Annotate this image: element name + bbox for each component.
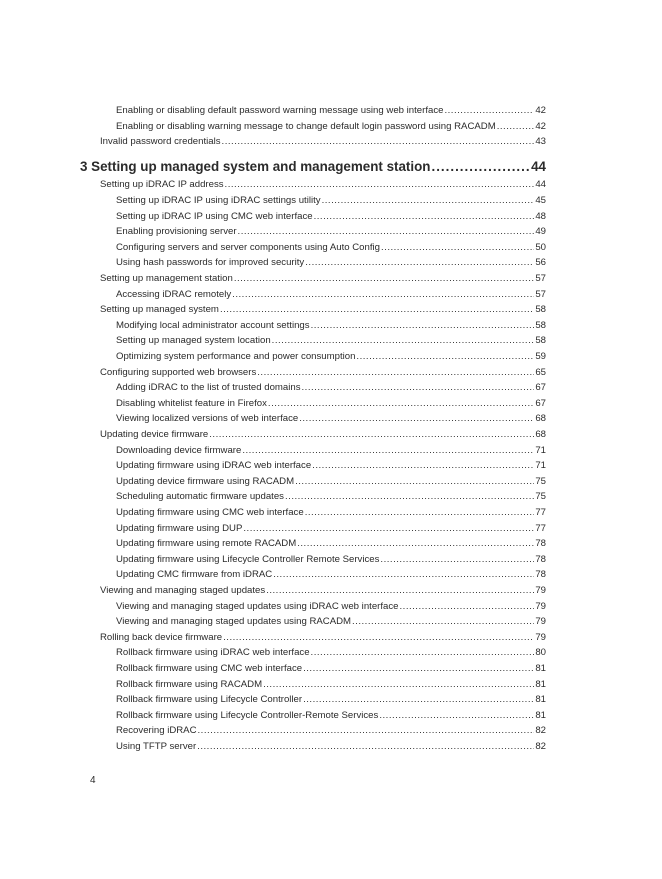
toc-entry[interactable] bbox=[116, 677, 546, 693]
toc-entry-page: 79 bbox=[535, 631, 546, 643]
toc-entry-title: Rollback firmware using iDRAC web interface bbox=[116, 647, 310, 659]
toc-entry-page: 81 bbox=[535, 663, 546, 674]
toc-entry-title: Updating firmware using remote RACADM bbox=[116, 538, 297, 550]
toc-entry-page: 58 bbox=[535, 304, 546, 316]
toc-entry-page: 68 bbox=[535, 429, 546, 440]
toc-entry-page: 79 bbox=[535, 600, 546, 612]
toc-entry-title: Setting up iDRAC IP using iDRAC settings utility bbox=[116, 195, 321, 206]
dot-leader bbox=[380, 552, 534, 568]
toc-entry-page: 67 bbox=[535, 382, 546, 394]
toc-entry-page: 57 bbox=[535, 288, 546, 300]
toc-entry[interactable] bbox=[116, 567, 546, 583]
toc-entry-title: Rollback firmware using Lifecycle Controller bbox=[116, 694, 303, 706]
toc-entry-page: 75 bbox=[535, 475, 546, 487]
toc-entry-page: 42 bbox=[535, 105, 546, 116]
toc-entry[interactable] bbox=[116, 739, 546, 755]
toc-entry-page: 68 bbox=[535, 413, 546, 425]
toc-entry-page: 81 bbox=[535, 694, 546, 706]
toc-entry-title: Scheduling automatic firmware updates bbox=[116, 491, 284, 503]
dot-leader bbox=[302, 380, 535, 396]
toc-entry-page: 82 bbox=[535, 725, 546, 737]
toc-entry[interactable] bbox=[100, 134, 546, 150]
toc-entry[interactable] bbox=[116, 333, 546, 349]
toc-entry-title: Modifying local administrator account settings bbox=[116, 319, 310, 331]
toc-entry-page: 79 bbox=[535, 585, 546, 596]
toc-entry-title: Viewing and managing staged updates using RACADM bbox=[116, 616, 352, 628]
toc-entry-title: Viewing and managing staged updates using iDRAC web interface bbox=[116, 600, 399, 612]
dot-leader bbox=[311, 318, 535, 334]
dot-leader bbox=[311, 645, 535, 661]
toc-entry[interactable] bbox=[100, 271, 546, 287]
toc-entry-title: Rollback firmware using RACADM bbox=[116, 678, 263, 690]
toc-entry-page: 59 bbox=[535, 351, 546, 362]
toc-entry[interactable] bbox=[100, 427, 546, 443]
dot-leader bbox=[295, 474, 534, 490]
dot-leader bbox=[197, 739, 534, 755]
toc-entry-page: 44 bbox=[535, 179, 546, 191]
dot-leader bbox=[263, 677, 534, 693]
dot-leader bbox=[312, 458, 534, 474]
toc-entry-page: 78 bbox=[535, 553, 546, 565]
dot-leader bbox=[285, 489, 534, 505]
dot-leader bbox=[305, 255, 534, 271]
toc-entry-page: 78 bbox=[535, 538, 546, 550]
toc-entry-title: Setting up iDRAC IP address bbox=[100, 179, 224, 191]
toc-entry-title: Downloading device firmware bbox=[116, 444, 242, 456]
dot-leader bbox=[314, 209, 535, 225]
toc-entry[interactable] bbox=[116, 536, 546, 552]
toc-entry-title: 3 Setting up managed system and management station bbox=[80, 158, 431, 174]
toc-entry-page: 71 bbox=[535, 460, 546, 472]
toc-entry-page: 79 bbox=[535, 616, 546, 628]
toc-entry[interactable] bbox=[116, 443, 546, 459]
toc-entry[interactable] bbox=[116, 489, 546, 505]
toc-chapter-heading[interactable] bbox=[80, 158, 546, 176]
toc-entry-title: Disabling whitelist feature in Firefox bbox=[116, 397, 267, 409]
toc-entry-page: 44 bbox=[531, 158, 546, 174]
toc-entry-title: Rolling back device firmware bbox=[100, 631, 223, 643]
toc-entry-title: Enabling or disabling warning message to change default login password using RACADM bbox=[116, 120, 496, 132]
toc-entry-title: Adding iDRAC to the list of trusted domains bbox=[116, 382, 301, 394]
toc-entry-title: Viewing localized versions of web interface bbox=[116, 413, 299, 425]
dot-leader bbox=[379, 708, 534, 724]
toc-entry[interactable] bbox=[100, 177, 546, 193]
toc-entry-page: 77 bbox=[535, 522, 546, 534]
toc-entry[interactable] bbox=[116, 692, 546, 708]
toc-entry-title: Invalid password credentials bbox=[100, 136, 221, 148]
dot-leader bbox=[268, 396, 534, 412]
toc-entry[interactable] bbox=[116, 614, 546, 630]
toc-entry[interactable] bbox=[100, 302, 546, 318]
toc-entry[interactable] bbox=[116, 119, 546, 135]
dot-leader bbox=[272, 333, 535, 349]
dot-leader bbox=[322, 193, 535, 209]
toc-entry-title: Setting up managed system location bbox=[116, 335, 271, 347]
toc-entry[interactable] bbox=[100, 630, 546, 646]
dot-leader bbox=[444, 103, 534, 119]
dot-leader bbox=[266, 583, 534, 599]
toc-entry-page: 71 bbox=[535, 444, 546, 456]
toc-entry-page: 81 bbox=[535, 678, 546, 690]
dot-leader bbox=[222, 134, 535, 150]
toc-entry[interactable] bbox=[116, 645, 546, 661]
toc-entry[interactable] bbox=[116, 240, 546, 256]
dot-leader bbox=[232, 287, 534, 303]
toc-entry[interactable] bbox=[116, 599, 546, 615]
toc-entry-title: Using hash passwords for improved security bbox=[116, 257, 305, 269]
dot-leader bbox=[209, 427, 534, 443]
toc-entry-page: 50 bbox=[535, 241, 546, 253]
toc-entry-title: Setting up managed system bbox=[100, 304, 219, 316]
dot-leader bbox=[356, 349, 534, 365]
toc-entry-title: Configuring servers and server components using Auto Config bbox=[116, 241, 380, 253]
toc-entry-page: 45 bbox=[535, 195, 546, 206]
toc-entry[interactable] bbox=[116, 458, 546, 474]
toc-entry-page: 78 bbox=[535, 569, 546, 581]
dot-leader bbox=[399, 599, 534, 615]
toc-entry-page: 48 bbox=[535, 210, 546, 222]
dot-leader bbox=[431, 158, 530, 176]
dot-leader bbox=[220, 302, 534, 318]
toc-entry-page: 56 bbox=[535, 257, 546, 269]
toc-entry[interactable] bbox=[116, 661, 546, 677]
toc-entry-title: Using TFTP server bbox=[116, 741, 197, 752]
toc-entry-title: Updating firmware using iDRAC web interface bbox=[116, 460, 312, 472]
toc-entry-page: 82 bbox=[535, 741, 546, 752]
toc-entry-page: 80 bbox=[535, 647, 546, 659]
toc-entry-page: 81 bbox=[535, 709, 546, 721]
toc-entry-title: Configuring supported web browsers bbox=[100, 366, 257, 378]
dot-leader bbox=[234, 271, 535, 287]
toc-entry-page: 49 bbox=[535, 226, 546, 238]
dot-leader bbox=[273, 567, 534, 583]
toc-entry-title: Rollback firmware using Lifecycle Controller-Remote Services bbox=[116, 709, 379, 721]
dot-leader bbox=[497, 119, 535, 135]
toc-entry-page: 65 bbox=[535, 366, 546, 378]
page-number: 4 bbox=[90, 775, 96, 786]
dot-leader bbox=[225, 177, 535, 193]
toc-entry[interactable] bbox=[116, 287, 546, 303]
toc-entry[interactable] bbox=[116, 103, 546, 119]
toc-entry-title: Enabling or disabling default password warning message using web interface bbox=[116, 105, 444, 116]
toc-entry[interactable] bbox=[116, 552, 546, 568]
toc-entry[interactable] bbox=[116, 380, 546, 396]
toc-entry[interactable] bbox=[100, 365, 546, 381]
toc-entry-title: Enabling provisioning server bbox=[116, 226, 237, 238]
toc-entry-title: Setting up iDRAC IP using CMC web interface bbox=[116, 210, 313, 222]
dot-leader bbox=[381, 240, 534, 256]
dot-leader bbox=[198, 723, 535, 739]
toc-entry[interactable] bbox=[116, 723, 546, 739]
toc-entry-title: Updating firmware using DUP bbox=[116, 522, 243, 534]
toc-entry-title: Viewing and managing staged updates bbox=[100, 585, 266, 596]
toc-entry[interactable] bbox=[116, 505, 546, 521]
toc-entry-title: Updating firmware using Lifecycle Controller Remote Services bbox=[116, 553, 380, 565]
toc-entry[interactable] bbox=[116, 255, 546, 271]
toc-entry-page: 77 bbox=[535, 507, 546, 518]
toc-entry-title: Updating firmware using CMC web interface bbox=[116, 507, 304, 518]
dot-leader bbox=[297, 536, 534, 552]
dot-leader bbox=[299, 411, 534, 427]
toc-entry-title: Accessing iDRAC remotely bbox=[116, 288, 232, 300]
dot-leader bbox=[257, 365, 534, 381]
toc-entry[interactable] bbox=[116, 349, 546, 365]
toc-entry[interactable] bbox=[116, 411, 546, 427]
toc-entry-title: Optimizing system performance and power consumption bbox=[116, 351, 356, 362]
toc-entry[interactable] bbox=[116, 193, 546, 209]
toc-entry-title: Updating device firmware bbox=[100, 429, 209, 440]
dot-leader bbox=[243, 521, 534, 537]
toc-entry-page: 58 bbox=[535, 319, 546, 331]
toc-entry-title: Updating device firmware using RACADM bbox=[116, 475, 295, 487]
toc-entry[interactable] bbox=[116, 209, 546, 225]
toc-entry-page: 43 bbox=[535, 136, 546, 148]
dot-leader bbox=[303, 692, 534, 708]
dot-leader bbox=[242, 443, 534, 459]
toc-entry[interactable] bbox=[116, 318, 546, 334]
toc-entry-page: 75 bbox=[535, 491, 546, 503]
dot-leader bbox=[223, 630, 534, 646]
dot-leader bbox=[305, 505, 535, 521]
toc-entry[interactable] bbox=[116, 708, 546, 724]
toc-entry-page: 42 bbox=[535, 120, 546, 132]
toc-entry[interactable] bbox=[116, 521, 546, 537]
toc-entry-title: Recovering iDRAC bbox=[116, 725, 197, 737]
toc-entry[interactable] bbox=[100, 583, 546, 599]
toc-entry-title: Setting up management station bbox=[100, 273, 233, 284]
toc-entry[interactable] bbox=[116, 224, 546, 240]
dot-leader bbox=[352, 614, 534, 630]
toc-entry-page: 67 bbox=[535, 397, 546, 409]
toc-entry-title: Rollback firmware using CMC web interface bbox=[116, 663, 303, 674]
toc-entry[interactable] bbox=[116, 474, 546, 490]
dot-leader bbox=[303, 661, 534, 677]
toc-entry[interactable] bbox=[116, 396, 546, 412]
toc-entry-page: 58 bbox=[535, 335, 546, 347]
toc-entry-page: 57 bbox=[535, 273, 546, 284]
dot-leader bbox=[238, 224, 535, 240]
toc-entry-title: Updating CMC firmware from iDRAC bbox=[116, 569, 273, 581]
